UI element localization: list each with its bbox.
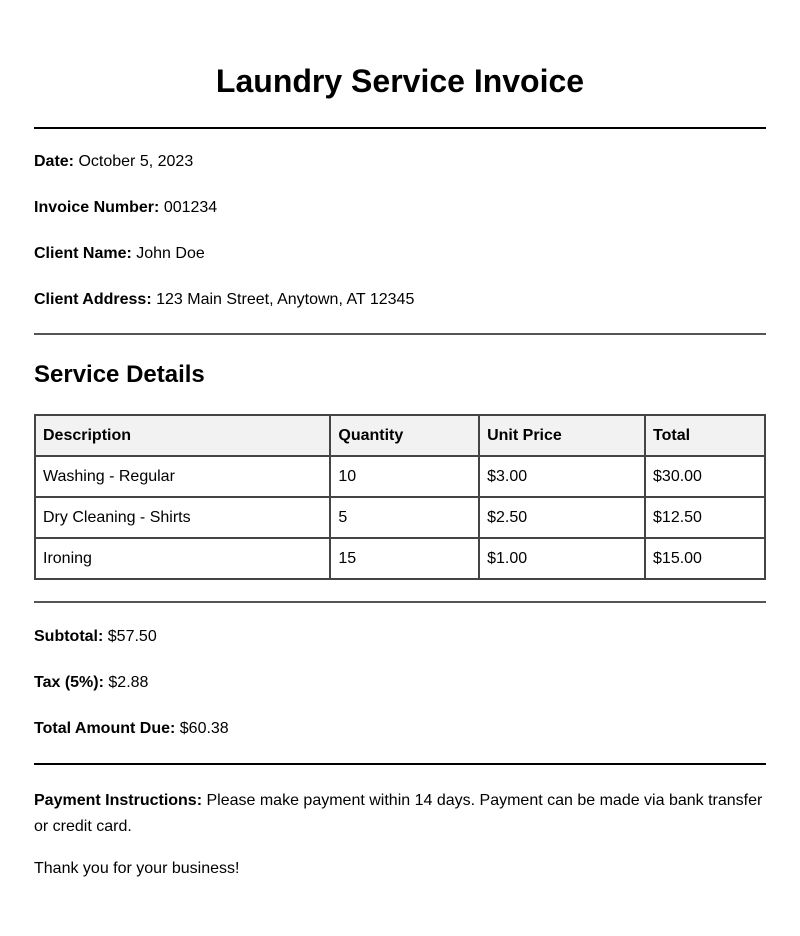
invoice-page bbox=[34, 0, 766, 879]
invoice-number-label: Invoice Number: bbox=[34, 199, 160, 216]
invoice-number-field bbox=[34, 198, 766, 218]
divider-meta bbox=[34, 333, 766, 335]
payment-text: Please make payment within 14 days. Payment can be made via bank transfer or credit card. bbox=[34, 792, 763, 835]
column-header-quantity: Quantity bbox=[330, 415, 479, 456]
cell-total: $15.00 bbox=[645, 538, 765, 579]
divider-totals bbox=[34, 763, 766, 765]
tax-label: Tax (5%): bbox=[34, 674, 104, 691]
payment-label: Payment Instructions: bbox=[34, 792, 203, 809]
table-row bbox=[35, 497, 765, 538]
cell-quantity: 5 bbox=[330, 497, 479, 538]
client-address-field bbox=[34, 290, 766, 310]
column-header-total: Total bbox=[645, 415, 765, 456]
client-name-field bbox=[34, 244, 766, 264]
subtotal-value: $57.50 bbox=[107, 628, 157, 645]
client-address-label: Client Address: bbox=[34, 291, 152, 308]
divider-table bbox=[34, 601, 766, 603]
date-value: October 5, 2023 bbox=[78, 153, 194, 170]
total-due-value: $60.38 bbox=[179, 720, 229, 737]
column-header-unit-price: Unit Price bbox=[479, 415, 645, 456]
subtotal-field bbox=[34, 627, 766, 647]
client-address-value: 123 Main Street, Anytown, AT 12345 bbox=[156, 291, 415, 308]
subtotal-label: Subtotal: bbox=[34, 628, 104, 645]
service-table bbox=[34, 414, 766, 580]
tax-value: $2.88 bbox=[108, 674, 149, 691]
invoice-number-value: 001234 bbox=[163, 199, 218, 216]
cell-unit-price: $2.50 bbox=[479, 497, 645, 538]
date-field bbox=[34, 152, 766, 172]
table-row bbox=[35, 538, 765, 579]
cell-description: Dry Cleaning - Shirts bbox=[35, 497, 330, 538]
invoice-title: Laundry Service Invoice bbox=[215, 63, 585, 99]
total-due-field bbox=[34, 719, 766, 739]
cell-description: Ironing bbox=[35, 538, 330, 579]
cell-quantity: 10 bbox=[330, 456, 479, 497]
cell-description: Washing - Regular bbox=[35, 456, 330, 497]
thank-you-message: Thank you for your business! bbox=[34, 860, 240, 877]
cell-unit-price: $3.00 bbox=[479, 456, 645, 497]
tax-field bbox=[34, 673, 766, 693]
table-header-row bbox=[35, 415, 765, 456]
total-due-label: Total Amount Due: bbox=[34, 720, 176, 737]
client-name-label: Client Name: bbox=[34, 245, 132, 262]
cell-unit-price: $1.00 bbox=[479, 538, 645, 579]
cell-quantity: 15 bbox=[330, 538, 479, 579]
payment-instructions bbox=[34, 788, 766, 840]
cell-total: $12.50 bbox=[645, 497, 765, 538]
column-header-description: Description bbox=[35, 415, 330, 456]
date-label: Date: bbox=[34, 153, 75, 170]
divider-top bbox=[34, 127, 766, 129]
service-details-heading: Service Details bbox=[34, 361, 205, 388]
cell-total: $30.00 bbox=[645, 456, 765, 497]
client-name-value: John Doe bbox=[136, 245, 205, 262]
table-row bbox=[35, 456, 765, 497]
